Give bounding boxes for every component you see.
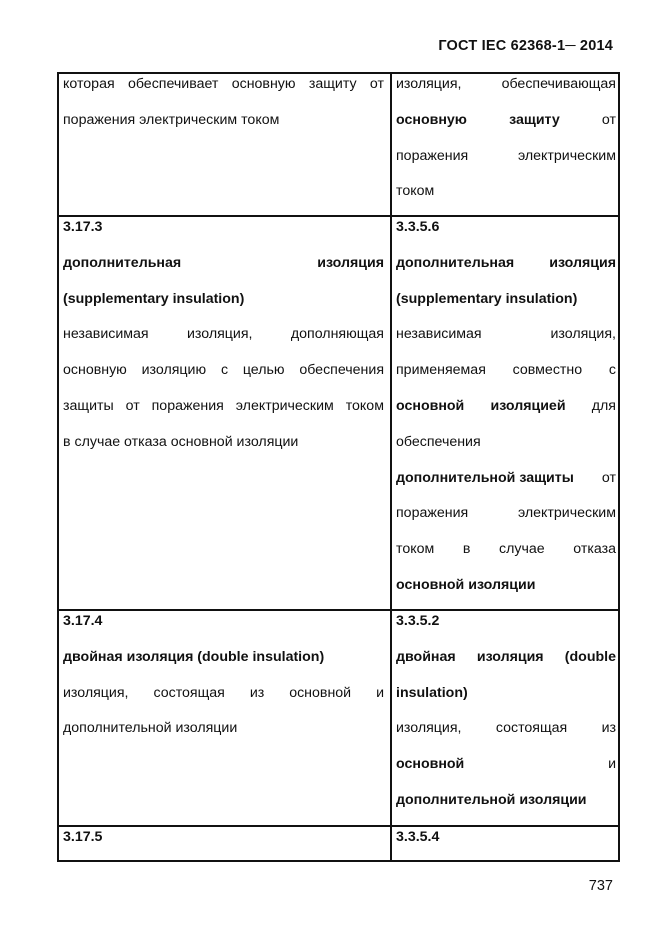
text-line: [63, 324, 384, 360]
word: двойная: [396, 648, 456, 665]
word: изоляция,: [550, 326, 616, 343]
word: изоляция: [549, 254, 616, 271]
text-line: [396, 110, 616, 146]
word: электрическим: [517, 505, 616, 522]
text-line: [63, 74, 384, 110]
word: основной: [396, 756, 465, 773]
word: защиту: [509, 111, 560, 128]
text-line: [63, 360, 384, 396]
word: из: [601, 720, 616, 737]
clause-number: 3.3.5.4: [396, 829, 440, 845]
text-line: [396, 718, 616, 754]
word: электрическим: [517, 147, 616, 164]
text-line: [63, 683, 384, 719]
word: обеспечивающая: [501, 76, 616, 92]
text-line: [396, 468, 616, 504]
word: током: [396, 541, 435, 558]
word: от: [125, 397, 140, 414]
word: из: [249, 684, 265, 701]
word: от: [601, 469, 616, 486]
word: с: [220, 362, 229, 379]
word: состоящая: [495, 720, 568, 737]
text-line: [63, 396, 384, 432]
word: защиту: [308, 76, 357, 92]
word: состоящая: [153, 684, 225, 701]
word: поражения: [396, 147, 469, 164]
word: случае: [499, 541, 545, 558]
text-line: [396, 146, 616, 182]
text-line: [396, 539, 616, 575]
word: дополнительная: [396, 254, 515, 271]
term-english: (supplementary insulation): [63, 290, 245, 307]
word: применяемая: [396, 362, 486, 379]
word: поражения: [151, 397, 224, 414]
term: двойная изоляция (double insulation): [63, 648, 325, 665]
word: (double: [564, 648, 616, 665]
text-line: [396, 396, 616, 432]
text-line: [396, 360, 616, 396]
text-line: током: [396, 183, 435, 200]
word: основную: [231, 76, 296, 92]
word: независимая: [63, 326, 149, 343]
word: с: [608, 362, 616, 379]
clause-number: 3.3.5.2: [396, 613, 440, 629]
word: током: [345, 397, 384, 414]
text-line: поражения электрическим током: [63, 111, 280, 128]
word: и: [376, 684, 384, 701]
word: от: [601, 111, 616, 128]
word: дополняющая: [290, 326, 384, 343]
word: для: [591, 397, 616, 414]
word: поражения: [396, 505, 469, 522]
page-number: 737: [588, 878, 613, 894]
word: изоляция: [317, 254, 384, 271]
word: изоляция,: [63, 684, 129, 701]
word: изоляцию: [141, 362, 207, 379]
clause-number: 3.3.5.6: [396, 219, 440, 235]
row2-right-cell: [396, 217, 616, 611]
term: [63, 253, 384, 289]
row4-left-cell: [63, 827, 384, 863]
word: изоляция,: [187, 326, 253, 343]
word: основную: [63, 362, 127, 379]
row3-left-cell: [63, 611, 384, 754]
text-line: обеспечения: [396, 433, 481, 450]
word: целью: [242, 362, 285, 379]
word: электрическим: [235, 397, 334, 414]
word: которая: [63, 76, 115, 92]
row4-right-cell: [396, 827, 616, 863]
page-header: ГОСТ IEC 62368-1─ 2014: [438, 38, 613, 54]
term: [396, 647, 616, 683]
word: обеспечивает: [127, 76, 219, 92]
word: в: [462, 541, 471, 558]
word: защиты: [63, 397, 114, 414]
text-line: [396, 754, 616, 790]
word: изоляция,: [396, 76, 462, 92]
text-line: дополнительной изоляции: [396, 791, 587, 808]
word: дополнительной защиты: [396, 469, 574, 486]
word: независимая: [396, 326, 482, 343]
term-english: (supplementary insulation): [396, 290, 578, 307]
term-english: insulation): [396, 684, 468, 701]
clause-number: 3.17.5: [63, 829, 103, 845]
row1-right-cell: [396, 74, 616, 217]
word: от: [369, 76, 384, 92]
text-line: в случае отказа основной изоляции: [63, 433, 299, 450]
term: [396, 253, 616, 289]
word: дополнительная: [63, 254, 182, 271]
row2-left-cell: [63, 217, 384, 468]
clause-number: 3.17.3: [63, 219, 103, 235]
text-line: [396, 324, 616, 360]
word: изоляция: [476, 648, 544, 665]
text-line: [396, 503, 616, 539]
text-line: [396, 74, 616, 110]
word: совместно: [512, 362, 583, 379]
text-line: дополнительной изоляции: [63, 720, 238, 737]
comparison-table: [57, 72, 620, 862]
text-line: основной изоляции: [396, 576, 536, 593]
word: отказа: [573, 541, 616, 558]
column-divider: [390, 74, 392, 860]
word: обеспечения: [299, 362, 384, 379]
word: и: [608, 756, 616, 773]
row3-right-cell: [396, 611, 616, 826]
clause-number: 3.17.4: [63, 613, 103, 629]
word: изоляцией: [490, 397, 566, 414]
row1-left-cell: [63, 74, 384, 146]
word: изоляция,: [396, 720, 462, 737]
word: основной: [289, 684, 352, 701]
word: основной: [396, 397, 465, 414]
word: основную: [396, 111, 467, 128]
